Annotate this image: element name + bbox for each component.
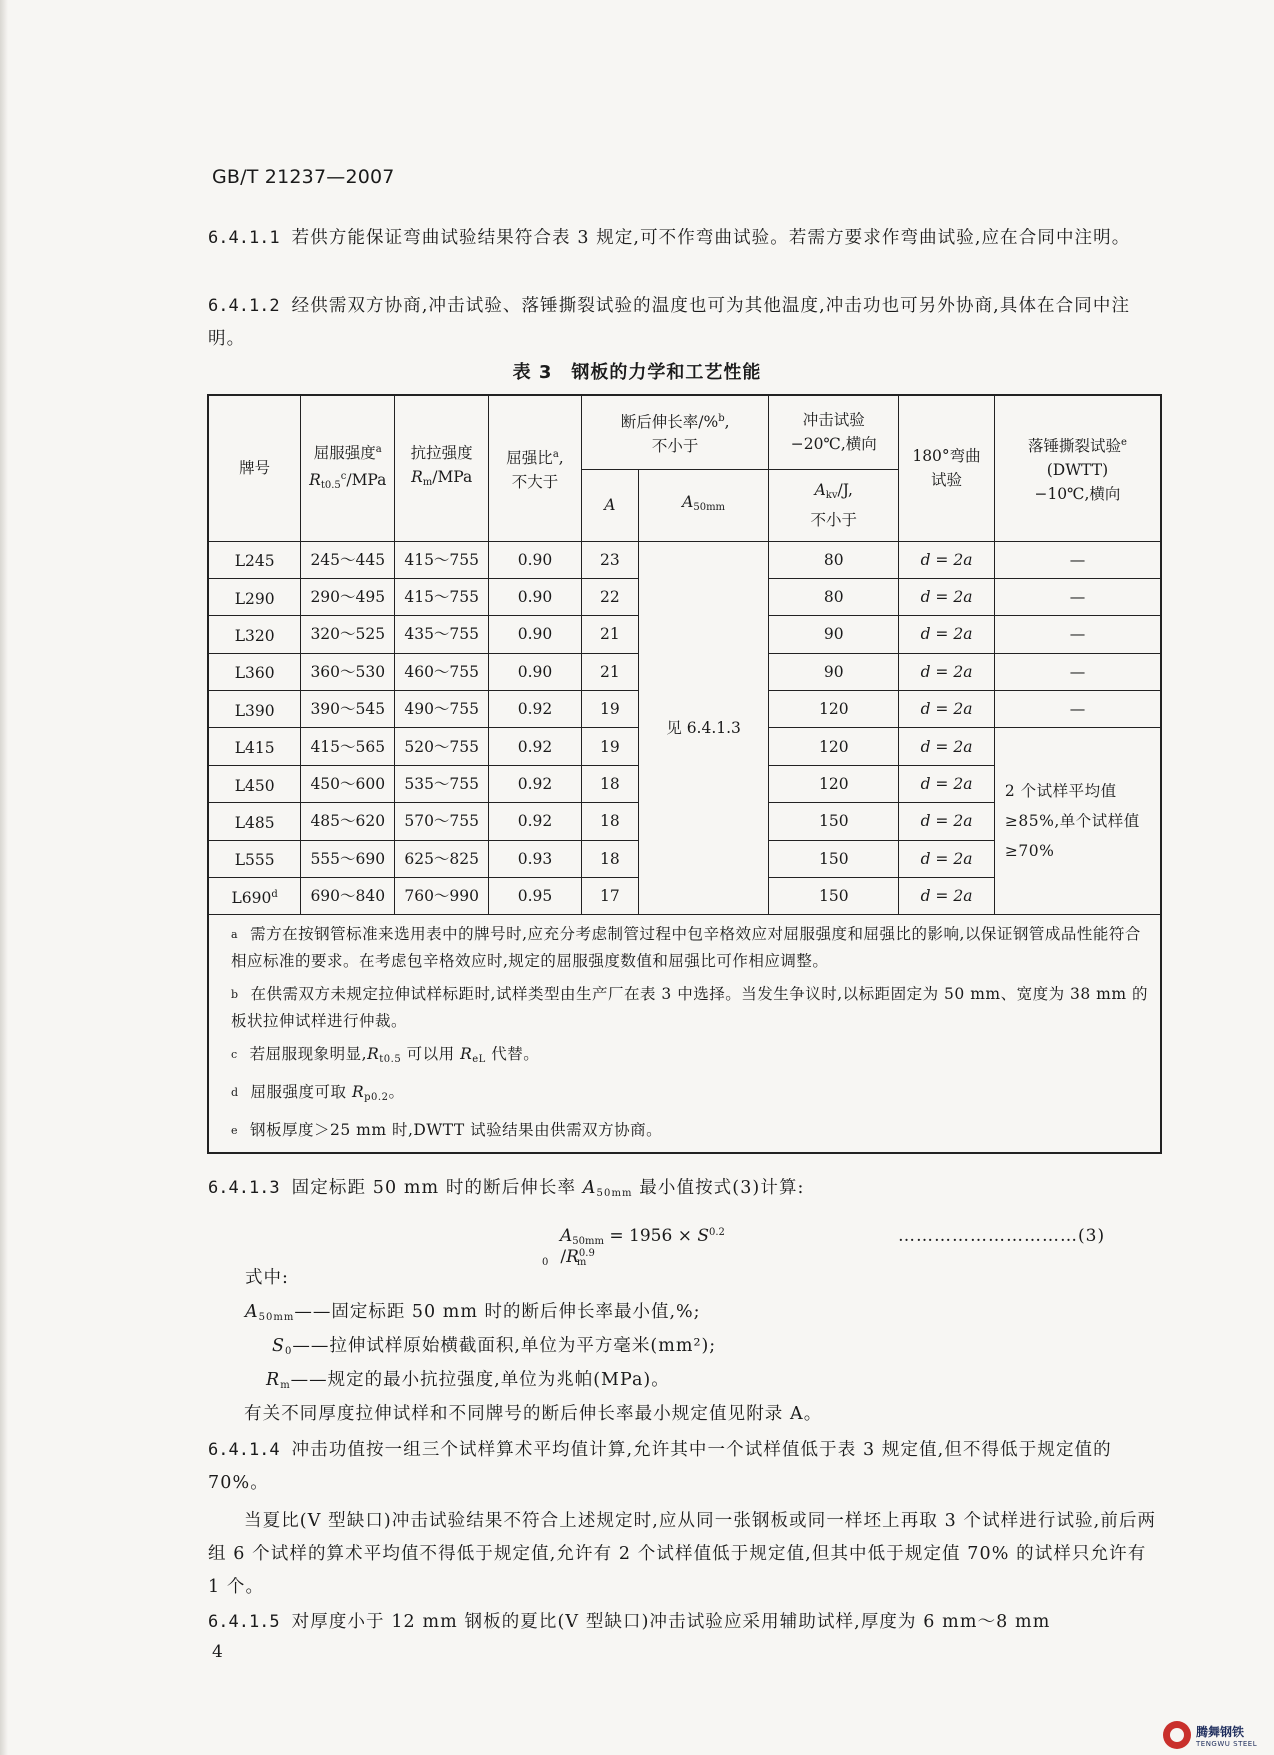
yield-cell: 690～840 — [301, 878, 395, 915]
header-yield-strength: 屈服强度$^a$ $R_{t0.5}^c$/MPa — [301, 395, 395, 541]
yield-cell: 485～620 — [301, 803, 395, 840]
clause-6-4-1-4: 6.4.1.4 冲击功值按一组三个试样算术平均值计算,允许其中一个试样值低于表 3 规定值,但不得低于规定值的 70%。 — [208, 1440, 1112, 1493]
ratio-cell: 0.92 — [489, 803, 582, 840]
ratio-cell: 0.93 — [489, 840, 582, 877]
impact-cell: 120 — [769, 765, 899, 802]
logo-text-en: TENGWU STEEL — [1196, 1739, 1258, 1748]
dwtt-cell: — — [994, 541, 1161, 578]
bend-cell: d = 2a — [899, 803, 995, 840]
header-tensile-strength: 抗拉强度 $R_m$/MPa — [395, 395, 489, 541]
tensile-cell: 570～755 — [395, 803, 489, 840]
tensile-cell: 625～825 — [395, 840, 489, 877]
bend-cell: d = 2a — [899, 541, 995, 578]
standard-number: GB/T 21237—2007 — [212, 166, 395, 188]
clause-number: 6.4.1.5 — [208, 1612, 280, 1632]
impact-cell: 120 — [769, 691, 899, 728]
note-b: $^b$ 在供需双方未规定拉伸试样标距时,试样类型由生产厂在表 3 中选择。当发生争议时,以标距固定为 50 mm、宽度为 38 mm 的板状拉伸试样进行仲裁。 — [231, 985, 1148, 1031]
elongation-A-cell: 17 — [581, 878, 638, 915]
header-grade: 牌号 — [208, 395, 301, 541]
grade-cell: L390 — [208, 691, 301, 728]
tensile-cell: 415～755 — [395, 578, 489, 615]
where-item: $A_{50mm}——$固定标距 50 mm 时的断后伸长率最小值,%; — [245, 1302, 701, 1323]
retest-paragraph: 当夏比(V 型缺口)冲击试验结果不符合上述规定时,应从同一张钢板或同一样坯上再取 3 个试样进行试验,前后两组 6 个试样的算术平均值不得低于规定值,允许有 2 个试样值低于规定值,但其中低于规定值 70% 的试样只允许有 1 个。 — [208, 1511, 1157, 1597]
clause-number: 6.4.1.4 — [208, 1440, 280, 1460]
bend-cell: d = 2a — [899, 728, 995, 765]
clause-number: 6.4.1.3 — [208, 1178, 280, 1198]
impact-cell: 120 — [769, 728, 899, 765]
table-caption: 表 3 钢板的力学和工艺性能 — [512, 362, 762, 383]
yield-cell: 320～525 — [301, 616, 395, 653]
tensile-cell: 435～755 — [395, 616, 489, 653]
clause-number: 6.4.1.1 — [208, 228, 280, 248]
elongation-A-cell: 22 — [581, 578, 638, 615]
header-elongation-A50mm: $A_{50mm}$ — [638, 469, 769, 541]
elongation-A-cell: 21 — [581, 653, 638, 690]
impact-cell: 90 — [769, 616, 899, 653]
where-item: $R_m——$规定的最小抗拉强度,单位为兆帕(MPa)。 — [266, 1370, 670, 1391]
clause-6-4-1-3: 6.4.1.3 固定标距 50 mm 时的断后伸长率 $A_{50mm}$ 最小值按式(3)计算: — [208, 1178, 805, 1199]
clause-text: 若供方能保证弯曲试验结果符合表 3 规定,可不作弯曲试验。若需方要求作弯曲试验,应在合同中注明。 — [291, 228, 1131, 248]
yield-cell: 245～445 — [301, 541, 395, 578]
clause-6-4-1-2 — [208, 290, 1164, 356]
elongation-A-cell: 18 — [581, 803, 638, 840]
tensile-cell: 520～755 — [395, 728, 489, 765]
yield-cell: 290～495 — [301, 578, 395, 615]
clause-6-4-1-5: 6.4.1.5 对厚度小于 12 mm 钢板的夏比(V 型缺口)冲击试验应采用辅助试样,厚度为 6 mm～8 mm — [208, 1612, 1051, 1632]
elongation-A50mm-merged-cell: 见 6.4.1.3 — [638, 541, 769, 915]
logo-text-cn: 腾舞钢铁 — [1196, 1724, 1245, 1739]
dwtt-cell: — — [994, 578, 1161, 615]
impact-cell: 150 — [769, 878, 899, 915]
watermark-logo — [1163, 1718, 1269, 1752]
impact-cell: 80 — [769, 541, 899, 578]
ratio-cell: 0.92 — [489, 728, 582, 765]
clause-text: 经供需双方协商,冲击试验、落锤撕裂试验的温度也可为其他温度,冲击功也可另外协商,具体在合同中注明。 — [208, 296, 1131, 349]
note-a: $^a$ 需方在按钢管标准来选用表中的牌号时,应充分考虑制管过程中包辛格效应对屈服强度和屈强比的影响,以保证钢管成品性能符合相应标准的要求。在考虑包辛格效应时,规定的屈服强度数值和屈强比可作相应调整。 — [231, 925, 1141, 971]
header-elongation-A: A — [581, 469, 638, 541]
dwtt-cell: — — [994, 653, 1161, 690]
impact-cell: 90 — [769, 653, 899, 690]
grade-cell: L485 — [208, 803, 301, 840]
yield-cell: 360～530 — [301, 653, 395, 690]
ratio-cell: 0.92 — [489, 691, 582, 728]
table-row — [208, 541, 1161, 578]
elongation-A-cell: 18 — [581, 840, 638, 877]
impact-cell: 150 — [769, 803, 899, 840]
bend-cell: d = 2a — [899, 840, 995, 877]
grade-cell: L320 — [208, 616, 301, 653]
where-item: $S_0——$拉伸试样原始横截面积,单位为平方毫米(mm²); — [272, 1336, 717, 1357]
ratio-cell: 0.90 — [489, 653, 582, 690]
grade-cell: L245 — [208, 541, 301, 578]
impact-cell: 150 — [769, 840, 899, 877]
formula-3: $A_{50mm} = 1956 \times S^{0.2}_0$ $/R^{0.9}_m$ — [542, 1226, 725, 1268]
note-e: $^e$ 钢板厚度＞25 mm 时,DWTT 试验结果由供需双方协商。 — [231, 1121, 663, 1140]
grade-cell: L450 — [208, 765, 301, 802]
bend-cell: d = 2a — [899, 878, 995, 915]
elongation-A-cell: 23 — [581, 541, 638, 578]
yield-cell: 555～690 — [301, 840, 395, 877]
header-elongation: 断后伸长率/%$^b$, 不小于 — [581, 395, 769, 469]
ratio-cell: 0.90 — [489, 578, 582, 615]
bend-cell: d = 2a — [899, 653, 995, 690]
tensile-cell: 415～755 — [395, 541, 489, 578]
grade-cell: L415 — [208, 728, 301, 765]
header-impact-energy: $A_{kv}/J$, 不小于 — [769, 469, 899, 541]
yield-cell: 415～565 — [301, 728, 395, 765]
where-label: 式中: — [245, 1268, 289, 1288]
grade-cell: L290 — [208, 578, 301, 615]
header-dwtt: 落锤撕裂试验$^e$ (DWTT) −10℃,横向 — [994, 395, 1161, 541]
dwtt-cell: — — [994, 691, 1161, 728]
elongation-A-cell: 18 — [581, 765, 638, 802]
elongation-A-cell: 21 — [581, 616, 638, 653]
ratio-cell: 0.90 — [489, 616, 582, 653]
clause-6-4-1-1 — [208, 222, 1164, 255]
bend-cell: d = 2a — [899, 578, 995, 615]
grade-cell: L690$^d$ — [208, 878, 301, 915]
formula-reference: …………………………(3) — [898, 1226, 1106, 1246]
header-impact-test: 冲击试验 −20℃,横向 — [769, 395, 899, 469]
clause-number: 6.4.1.2 — [208, 296, 280, 316]
elongation-A-cell: 19 — [581, 728, 638, 765]
note-c: $^c$ 若屈服现象明显$,R_{t0.5}$ 可以用 $R_{eL}$ 代替。 — [231, 1045, 540, 1066]
dwtt-merged-cell: 2 个试样平均值≥85%,单个试样值≥70% — [994, 728, 1161, 915]
ratio-cell: 0.92 — [489, 765, 582, 802]
logo-icon — [1163, 1721, 1191, 1749]
mechanical-properties-table — [207, 394, 1162, 1154]
ratio-cell: 0.95 — [489, 878, 582, 915]
grade-cell: L555 — [208, 840, 301, 877]
header-yield-ratio: 屈强比$^a$, 不大于 — [489, 395, 582, 541]
tensile-cell: 535～755 — [395, 765, 489, 802]
grade-cell: L360 — [208, 653, 301, 690]
note-d: $^d$ 屈服强度可取 $R_{p0.2}$。 — [231, 1083, 405, 1104]
table-notes — [208, 915, 1161, 1154]
tensile-cell: 460～755 — [395, 653, 489, 690]
tensile-cell: 490～755 — [395, 691, 489, 728]
page-number: 4 — [212, 1642, 223, 1662]
ratio-cell: 0.90 — [489, 541, 582, 578]
dwtt-cell: — — [994, 616, 1161, 653]
appendix-note: 有关不同厚度拉伸试样和不同牌号的断后伸长率最小规定值见附录 A。 — [244, 1404, 823, 1424]
impact-cell: 80 — [769, 578, 899, 615]
bend-cell: d = 2a — [899, 691, 995, 728]
header-bend-test: 180°弯曲 试验 — [899, 395, 995, 541]
elongation-A-cell: 19 — [581, 691, 638, 728]
bend-cell: d = 2a — [899, 616, 995, 653]
tensile-cell: 760～990 — [395, 878, 489, 915]
yield-cell: 450～600 — [301, 765, 395, 802]
binding-shadow — [0, 0, 8, 1755]
bend-cell: d = 2a — [899, 765, 995, 802]
yield-cell: 390～545 — [301, 691, 395, 728]
